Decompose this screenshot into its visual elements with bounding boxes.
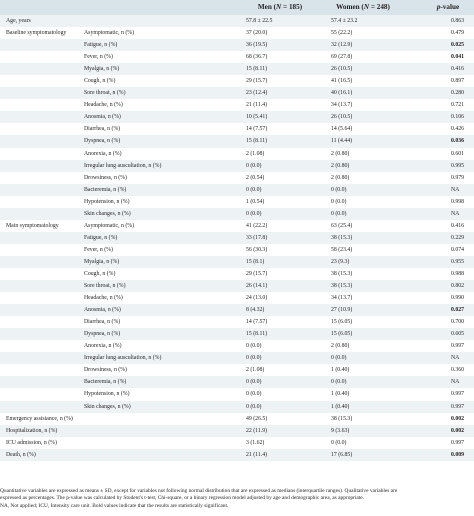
table-row: [0, 292, 474, 304]
women-value: 14 (5.64): [331, 126, 353, 133]
p-value: 0.002: [451, 415, 465, 422]
table-row: [0, 27, 474, 39]
table-row: [0, 220, 474, 232]
table-row: [0, 99, 474, 111]
footnote-line-2: expressed as percentages. The p-value was calculated by Student's t-test, Chi-square, or a binary regression model adjusted by age and demographic area, as appropriate.: [0, 495, 365, 502]
p-value: 0.997: [451, 439, 465, 446]
row-label: Anosmia, n (%): [84, 307, 121, 314]
row-label: Asymptomatic, n (%): [84, 222, 135, 229]
p-value: 0.897: [451, 78, 465, 85]
p-value: 0.426: [451, 126, 465, 133]
footnote-line-3: NA, Not applied; ICU, Intensity care unit. Bold values indicate that the results are statistically significant.: [0, 502, 229, 509]
p-value: 0.802: [451, 283, 465, 290]
row-label: Fatigue, n (%): [84, 42, 118, 49]
row-label: Age, years: [6, 18, 31, 24]
men-value: 0 (0.0): [246, 162, 262, 169]
row-label: Skin changes, n (%): [84, 210, 131, 217]
p-value: 0.700: [451, 319, 465, 326]
men-value: 0 (0.0): [246, 210, 262, 217]
women-value: 1 (0.40): [331, 391, 350, 398]
women-value: 15 (6.05): [331, 319, 353, 326]
p-value: 0.025: [451, 42, 465, 49]
footnote-line-1: Quantitative variables are expressed as means ± SD, except for variables not following normal distribution that are expressed as medians (interquartile ranges). Qualitative variables are: [0, 488, 398, 494]
women-value: 57.4 ± 23.2: [331, 18, 358, 24]
table-body: [0, 15, 474, 461]
men-value: 10 (5.41): [246, 114, 268, 121]
row-label: Sore throat, n (%): [84, 283, 126, 290]
p-value: 0.988: [451, 270, 465, 277]
table-row: [0, 148, 474, 160]
p-value: 0.027: [451, 307, 465, 314]
category-label: Main symptomatology: [6, 222, 59, 229]
table-row: [0, 15, 474, 27]
men-value: 21 (11.4): [246, 102, 268, 109]
table-row: [0, 244, 474, 256]
men-value: 15 (8.11): [246, 331, 268, 338]
p-value: NA: [451, 210, 460, 217]
row-label: Anosmia, n (%): [84, 114, 121, 121]
p-value: 0.074: [451, 246, 465, 253]
header-p-value: p-value: [436, 3, 460, 11]
row-label: Anorexia, n (%): [84, 343, 122, 350]
men-value: 21 (11.4): [246, 451, 268, 458]
women-value: 0 (0.0): [331, 210, 347, 217]
men-value: 8 (4.32): [246, 307, 265, 314]
header-men: Men (N = 185): [257, 3, 303, 11]
p-value: 0.997: [451, 343, 465, 350]
women-value: 2 (0.80): [331, 150, 350, 157]
row-label: Fatigue, n (%): [84, 234, 118, 241]
p-value: 0.997: [451, 403, 465, 410]
men-value: 15 (8.11): [246, 66, 268, 73]
table-row: [0, 51, 474, 63]
women-value: 41 (16.5): [331, 78, 353, 85]
table-row: [0, 172, 474, 184]
men-value: 14 (7.57): [246, 126, 268, 133]
row-label: Drowsiness, n (%): [84, 174, 127, 181]
men-value: 2 (1.08): [246, 150, 265, 157]
row-label: Skin changes, n (%): [84, 403, 131, 410]
women-value: 15 (6.05): [331, 331, 353, 338]
men-value: 15 (8.11): [246, 138, 268, 145]
row-label: Dyspnea, n (%): [84, 331, 121, 338]
men-value: 0 (0.0): [246, 391, 262, 398]
women-value: 69 (27.8): [331, 54, 353, 61]
women-value: 26 (10.5): [331, 66, 353, 73]
women-value: 63 (25.4): [331, 222, 353, 229]
table-row: [0, 208, 474, 220]
table-row: [0, 340, 474, 352]
p-value: 0.998: [451, 198, 465, 205]
p-value: 0.979: [451, 174, 465, 181]
p-value: 0.229: [451, 234, 465, 241]
women-value: 17 (6.85): [331, 451, 353, 458]
men-value: 29 (15.7): [246, 270, 268, 277]
table-row: [0, 39, 474, 51]
row-label: Myalgia, n (%): [84, 258, 120, 265]
table-row: [0, 184, 474, 196]
table-row: [0, 449, 474, 461]
women-value: 34 (13.7): [331, 102, 353, 109]
row-label: Fever, n (%): [84, 246, 113, 253]
table-row: [0, 280, 474, 292]
table-row: [0, 425, 474, 437]
women-value: 1 (0.40): [331, 403, 350, 410]
p-value: 0.955: [451, 258, 465, 265]
men-value: 26 (14.1): [246, 283, 268, 290]
p-value: 0.479: [451, 30, 465, 37]
row-label: Drowsiness, n (%): [84, 367, 127, 374]
women-value: 2 (0.80): [331, 174, 350, 181]
p-value: 0.106: [451, 114, 465, 121]
women-value: 34 (13.7): [331, 295, 353, 302]
men-value: 37 (20.0): [246, 30, 268, 37]
women-value: 55 (22.2): [331, 30, 353, 37]
p-value: 0.360: [451, 367, 465, 374]
p-value: 0.009: [451, 451, 465, 458]
women-value: 38 (15.3): [331, 415, 353, 422]
men-value: 23 (12.4): [246, 90, 268, 97]
women-value: 32 (12.9): [331, 42, 353, 49]
row-label: Hospitalization, n (%): [6, 427, 58, 434]
men-value: 29 (15.7): [246, 78, 268, 85]
table-row: [0, 160, 474, 172]
table-footnote: [0, 487, 474, 516]
table-row: [0, 413, 474, 425]
table-row: [0, 256, 474, 268]
men-value: 3 (1.62): [246, 439, 265, 446]
row-label: Dyspnea, n (%): [84, 138, 121, 145]
women-value: 23 (9.3): [331, 258, 350, 265]
men-value: 33 (17.8): [246, 234, 268, 241]
women-value: 2 (0.80): [331, 343, 350, 350]
men-value: 22 (11.9): [246, 427, 268, 434]
row-label: Sore throat, n (%): [84, 90, 126, 97]
table-row: [0, 376, 474, 388]
row-label: Death, n (%): [6, 451, 36, 458]
p-value: 0.416: [451, 66, 465, 73]
men-value: 49 (26.5): [246, 415, 268, 422]
table-row: [0, 123, 474, 135]
category-label: Baseline symptomatology: [6, 30, 67, 37]
p-value: 0.280: [451, 90, 465, 97]
table-row: [0, 364, 474, 376]
row-label: Headache, n (%): [84, 295, 123, 302]
table-row: [0, 75, 474, 87]
men-value: 15 (8.1): [246, 258, 265, 265]
women-value: 40 (16.1): [331, 90, 353, 97]
p-value: 0.416: [451, 222, 465, 229]
table-row: [0, 388, 474, 400]
men-value: 0 (0.0): [246, 343, 262, 350]
p-value: NA: [451, 379, 460, 386]
table-row: [0, 268, 474, 280]
p-value: 0.036: [451, 138, 465, 145]
p-value: 0.041: [451, 54, 465, 61]
men-value: 14 (7.57): [246, 319, 268, 326]
women-value: 9 (3.63): [331, 427, 350, 434]
p-value: 0.601: [451, 150, 465, 157]
men-value: 0 (0.0): [246, 403, 262, 410]
women-value: 0 (0.0): [331, 198, 347, 205]
men-value: 56 (30.3): [246, 246, 268, 253]
p-value: 0.997: [451, 391, 465, 398]
row-label: Cough, n (%): [84, 78, 116, 85]
p-value: 0.990: [451, 295, 465, 302]
men-value: 2 (0.54): [246, 174, 265, 181]
row-label: Diarrhea, n (%): [84, 319, 121, 326]
women-value: 2 (0.80): [331, 162, 350, 169]
men-value: 1 (0.54): [246, 198, 265, 205]
women-value: 0 (0.0): [331, 379, 347, 386]
p-value: 0.605: [451, 331, 465, 338]
p-value: 0.863: [451, 18, 465, 24]
row-label: Anorexia, n (%): [84, 150, 122, 157]
header-women: Women (N = 248): [336, 3, 390, 11]
women-value: 0 (0.0): [331, 355, 347, 362]
row-label: Hypotension, n (%): [84, 391, 130, 398]
row-label: ICU admission, n (%): [6, 439, 57, 446]
men-value: 0 (0.0): [246, 379, 262, 386]
men-value: 0 (0.0): [246, 186, 262, 193]
p-value: 0.721: [451, 102, 465, 109]
row-label: Diarrhea, n (%): [84, 126, 121, 133]
women-value: 0 (0.0): [331, 186, 347, 193]
row-label: Irregular lung auscultation, n (%): [84, 355, 162, 362]
row-label: Bacteremia, n (%): [84, 186, 127, 193]
row-label: Bacteremia, n (%): [84, 379, 127, 386]
women-value: 38 (15.3): [331, 283, 353, 290]
women-value: 38 (15.3): [331, 234, 353, 241]
women-value: 11 (4.44): [331, 138, 353, 145]
table-row: [0, 328, 474, 340]
men-value: 2 (1.08): [246, 367, 265, 374]
men-value: 68 (36.7): [246, 54, 268, 61]
row-label: Cough, n (%): [84, 270, 116, 277]
women-value: 26 (10.5): [331, 114, 353, 121]
p-value: 0.002: [451, 427, 465, 434]
row-label: Fever, n (%): [84, 54, 113, 61]
women-value: 1 (0.40): [331, 367, 350, 374]
p-value: NA: [451, 186, 460, 193]
row-label: Myalgia, n (%): [84, 66, 120, 73]
table-row: [0, 437, 474, 449]
row-label: Emergency assistance, n (%): [6, 415, 73, 422]
p-value: 0.995: [451, 162, 465, 169]
table-header: [0, 0, 474, 15]
p-value: NA: [451, 355, 460, 362]
table-row: [0, 135, 474, 147]
men-value: 36 (19.5): [246, 42, 268, 49]
table-row: [0, 87, 474, 99]
men-value: 57.8 ± 22.5: [246, 18, 273, 24]
table-row: [0, 63, 474, 75]
table-row: [0, 111, 474, 123]
men-value: 0 (0.0): [246, 355, 262, 362]
women-value: 58 (23.4): [331, 246, 353, 253]
men-value: 41 (22.2): [246, 222, 268, 229]
women-value: 0 (0.0): [331, 439, 347, 446]
table-row: [0, 352, 474, 364]
women-value: 27 (10.9): [331, 307, 353, 314]
table-row: [0, 196, 474, 208]
table-row: [0, 316, 474, 328]
table-row: [0, 232, 474, 244]
row-label: Irregular lung auscultation, n (%): [84, 162, 162, 169]
row-label: Asymptomatic, n (%): [84, 30, 135, 37]
row-label: Hypotension, n (%): [84, 198, 130, 205]
table-row: [0, 304, 474, 316]
table-row: [0, 401, 474, 413]
men-value: 24 (13.0): [246, 295, 268, 302]
women-value: 38 (15.3): [331, 270, 353, 277]
row-label: Headache, n (%): [84, 102, 123, 109]
